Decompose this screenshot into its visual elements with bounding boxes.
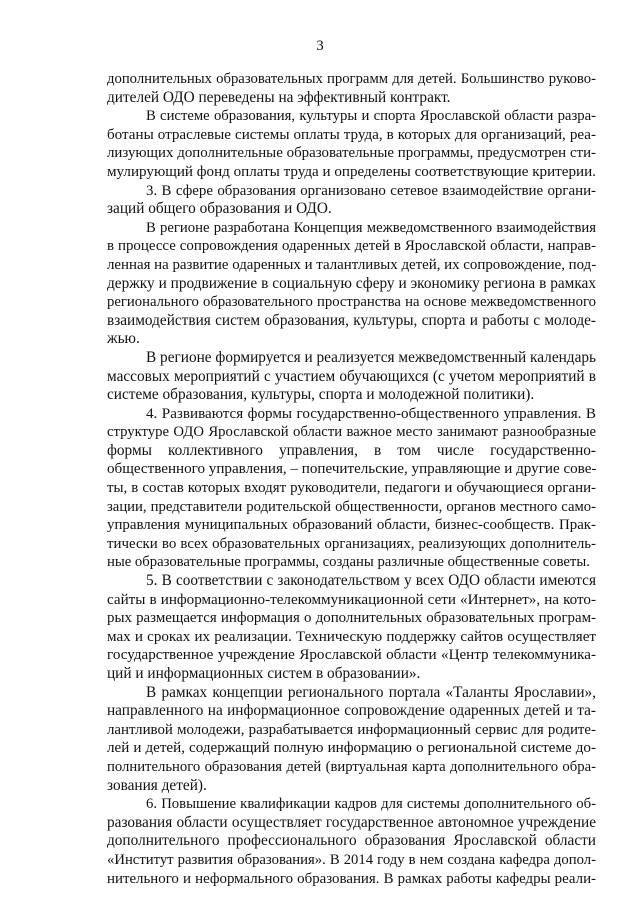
text-line: ты, в состав которых входят руководители, педагоги и обучающиеся органи-: [107, 480, 596, 497]
text-line: зования детей).: [107, 776, 207, 794]
text-line: лей и детей, содержащий полную информацию о региональной системе до-: [107, 740, 596, 757]
body-text: [107, 70, 596, 888]
page-number: 3: [316, 38, 324, 54]
text-line: нительного и неформального образования. В рамках работы кафедры реали-: [107, 870, 596, 887]
text-line: сайты в информационно-телекоммуникационной сети «Интернет», на кото-: [107, 591, 596, 608]
text-line: дополнительных образовательных программ для детей. Большинство руково-: [107, 71, 596, 87]
text-line: рых размещается информация о дополнительных образовательных програм-: [107, 610, 596, 627]
text-line: жью.: [107, 330, 140, 348]
text-line: регионального образовательного пространства на основе межведомственного: [107, 294, 596, 311]
text-line: в процессе сопровождения одаренных детей в Ярославской области, направ-: [107, 238, 596, 255]
text-line: заций общего образования и ОДО.: [107, 200, 332, 218]
text-line: массовых мероприятий с участием обучающихся (с учетом мероприятий в: [107, 367, 596, 385]
text-line: ботаны отраслевые системы оплаты труда, в которых для организаций, реа-: [107, 126, 596, 143]
text-line: структуре ОДО Ярославской области важное место занимают разнообразные: [107, 424, 596, 441]
text-line: тически во всех образовательных организациях, реализующих дополнитель-: [107, 535, 596, 552]
text-line: В регионе формируется и реализуется межведомственный календарь: [146, 348, 596, 366]
text-line: формы коллективного управления, в том числе государственно-: [107, 441, 596, 459]
text-line: управления муниципальных образований области, бизнес-сообществ. Прак-: [107, 517, 596, 534]
text-line: 6. Повышение квалификации кадров для системы дополнительного об-: [146, 796, 596, 813]
text-line: 5. В соответствии с законодательством у всех ОДО области имеются: [146, 572, 596, 590]
text-line: 4. Развиваются формы государственно-общественного управления. В: [146, 405, 596, 422]
text-line: полнительного образования детей (виртуальная карта дополнительного обра-: [107, 758, 596, 775]
text-line: ций и информационных систем в образовании».: [107, 665, 421, 682]
text-line: «Институт развития образования». В 2014 году в нем создана кафедра допол-: [107, 851, 596, 868]
text-line: дителей ОДО переведены на эффективный контракт.: [107, 88, 451, 106]
text-line: лантливой молодежи, разрабатывается информационный сервис для родите-: [107, 721, 596, 738]
text-line: системе образования, культуры, спорта и молодежной политики).: [107, 386, 535, 404]
text-line: взаимодействия систем образования, культуры, спорта и работы с молоде-: [107, 311, 596, 329]
text-line: 3. В сфере образования организовано сетевое взаимодействие органи-: [146, 182, 596, 199]
text-line: направленного на информационное сопровождение одаренных детей и та-: [107, 702, 596, 720]
text-line: разования области осуществляет государственное автономное учреждение: [107, 813, 596, 831]
text-line: общественного управления, – попечительские, управляющие и другие сове-: [107, 461, 597, 478]
text-line: ленная на развитие одаренных и талантливых детей, их сопровождение, под-: [107, 256, 597, 273]
text-line: государственное учреждение Ярославской области «Центр телекоммуника-: [107, 647, 596, 664]
text-line: зации, представители родительской общественности, органов местного само-: [107, 498, 596, 515]
text-line: дополнительного профессионального образования Ярославской области: [107, 832, 596, 850]
text-line: В регионе разработана Концепция межведомственного взаимодействия: [146, 219, 596, 236]
text-line: мах и сроках их реализации. Техническую поддержку сайтов осуществляет: [107, 628, 596, 645]
text-line: В рамках концепции регионального портала «Таланты Ярославии»,: [146, 683, 596, 701]
text-line: ные образовательные программы, созданы различные общественные советы.: [107, 554, 590, 571]
text-line: В системе образования, культуры и спорта Ярославской области разра-: [146, 108, 596, 125]
text-line: лизующих дополнительные образовательные программы, предусмотрен сти-: [107, 145, 596, 162]
text-line: держку и продвижение в социальную сферу и экономику региона в рамках: [107, 274, 596, 292]
text-line: мулирующий фонд оплаты труда и определены соответствующие критерии.: [107, 163, 596, 180]
